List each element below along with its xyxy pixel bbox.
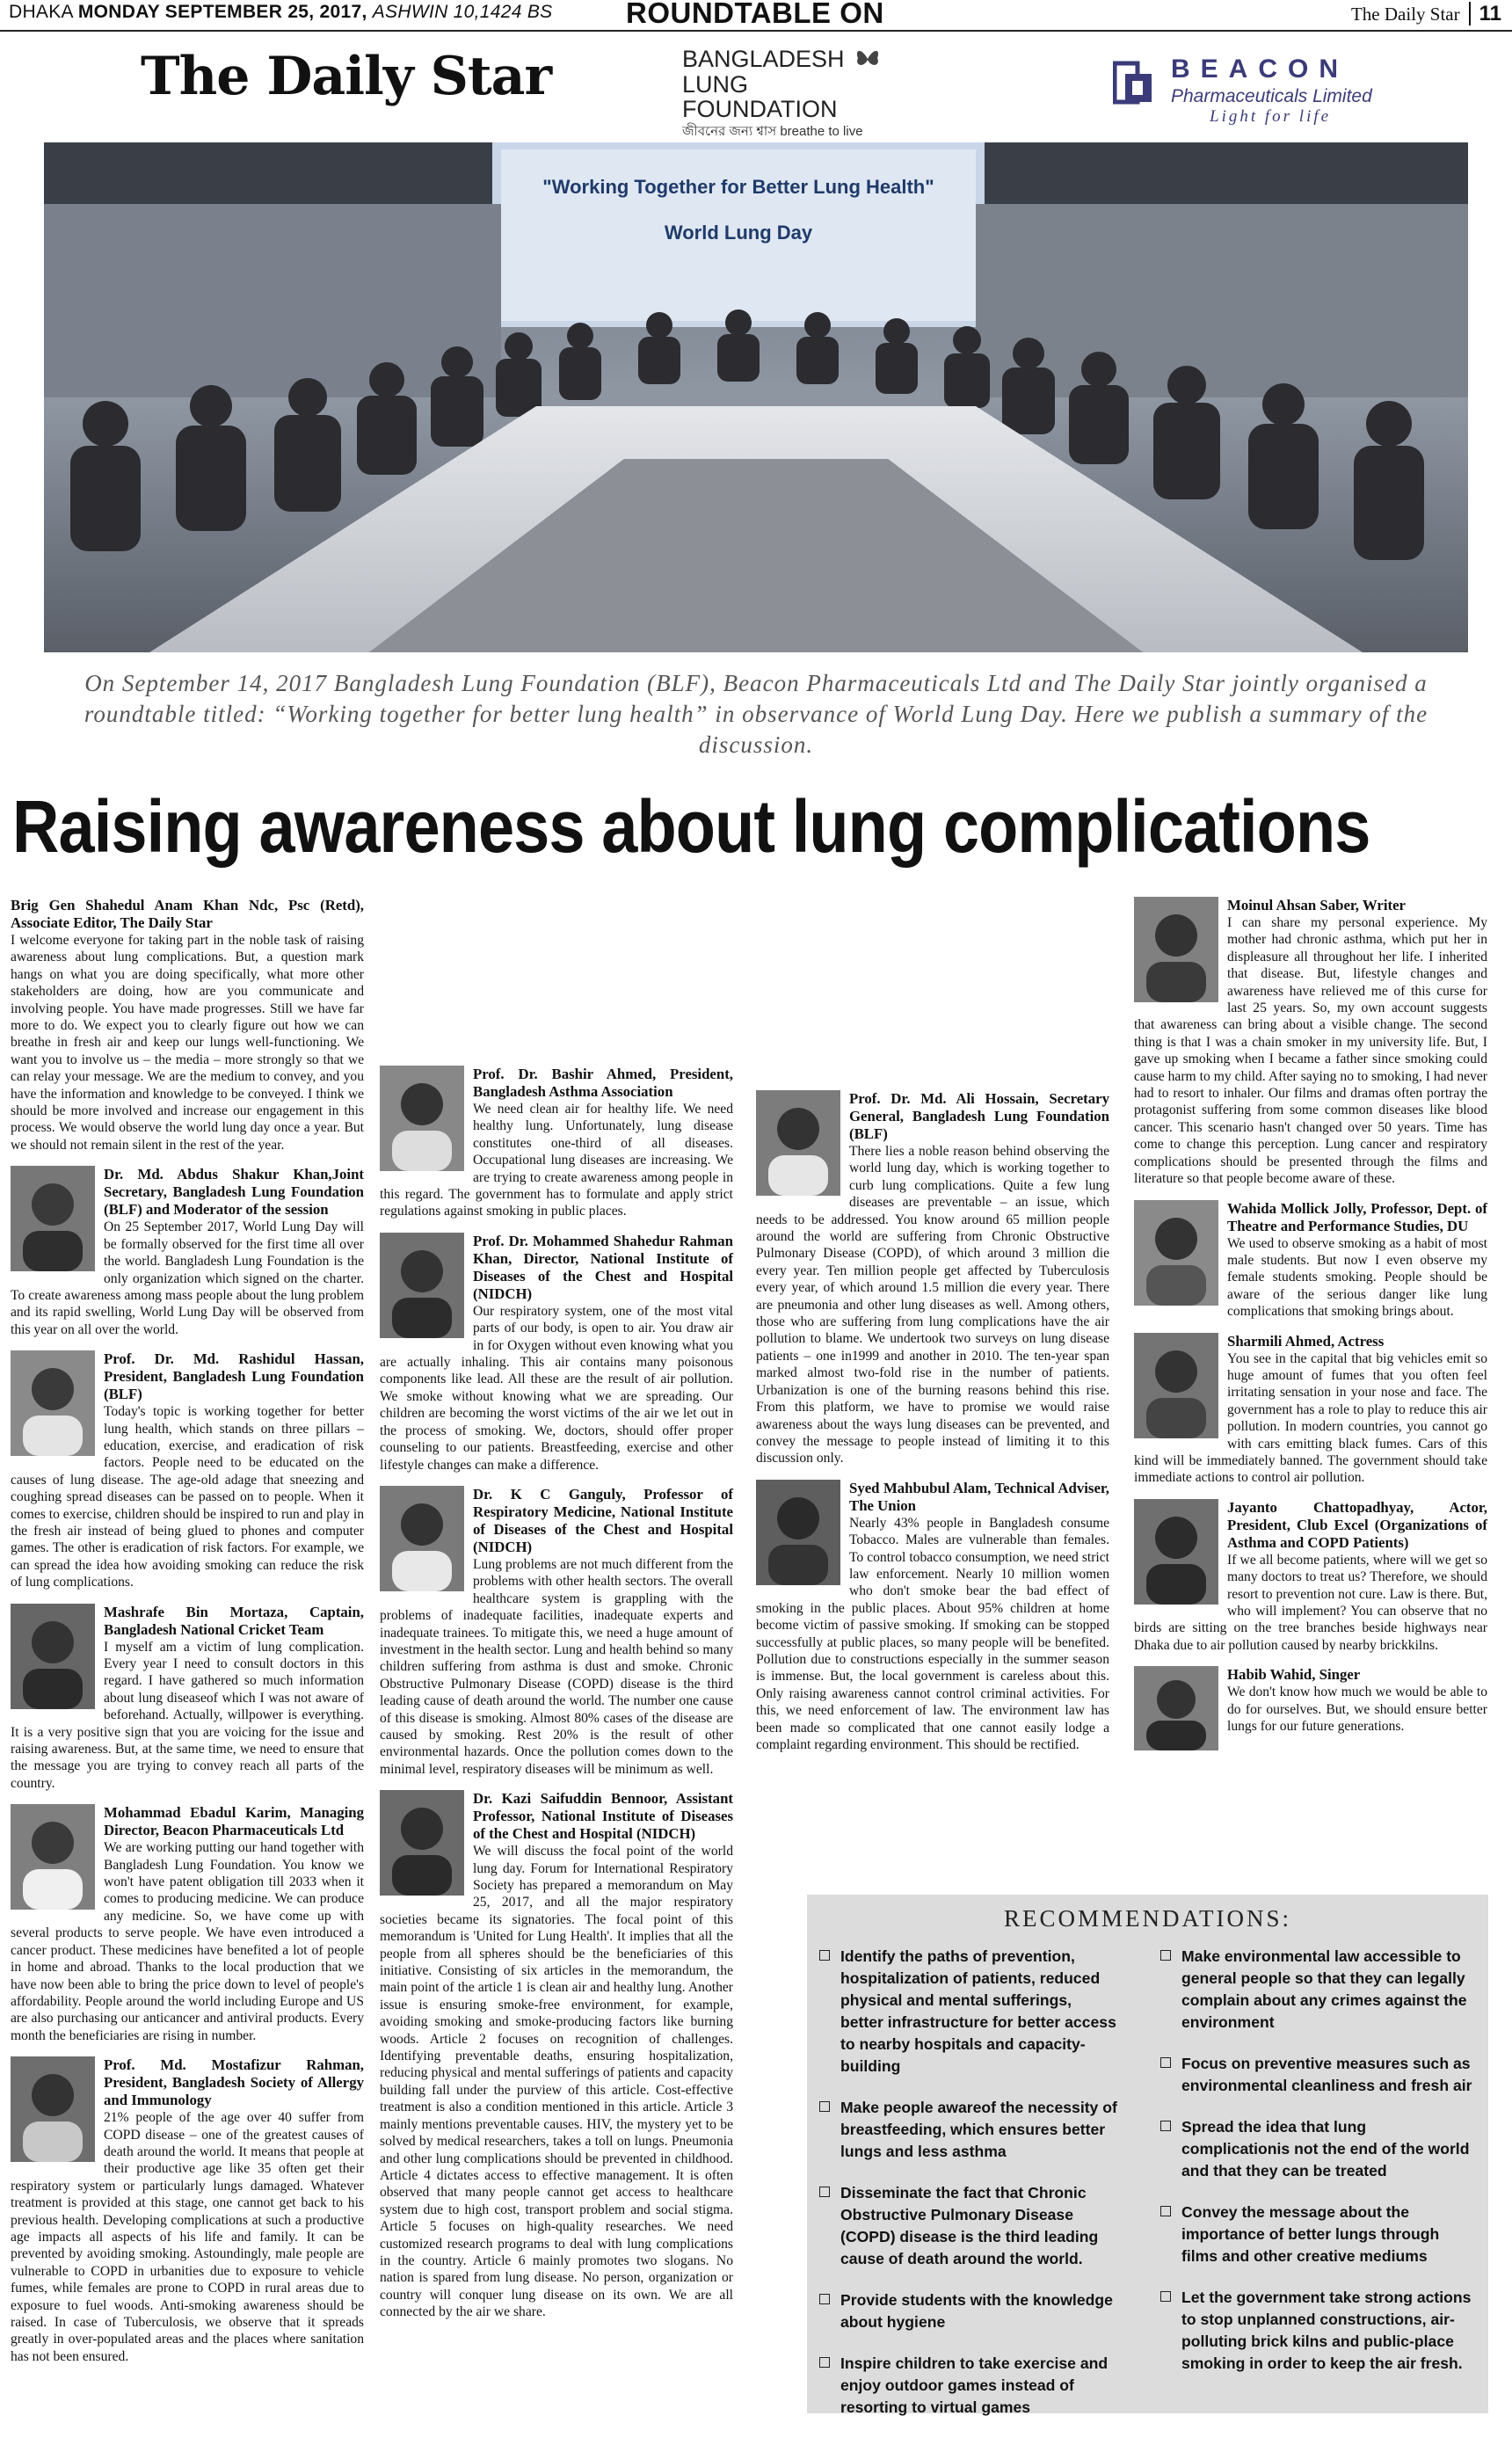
speaker-block [11,1166,364,1338]
speaker-name: Prof. Md. Mostafizur Rahman, President, Bangladesh Society of Allergy and Immunology [104,2056,364,2109]
speaker-block [1134,897,1487,1188]
speaker-portrait [11,2056,95,2162]
speaker-name: Prof. Dr. Md. Rashidul Hassan, President, Bangladesh Lung Foundation (BLF) [104,1350,364,1403]
speaker-name: Wahida Mollick Jolly, Professor, Dept. of Theatre and Performance Studies, DU [1227,1199,1487,1234]
column-4 [1134,897,1487,1754]
butterfly-icon [854,47,881,70]
column-3 [756,1090,1109,1753]
banner-subtitle: World Lung Day [664,222,813,244]
recommendation-item: Spread the idea that lung complicationis not the end of the world and that they can be treated [1160,2116,1477,2182]
recommendations-title: RECOMMENDATIONS: [1003,1905,1292,1932]
checkbox-icon [1160,2206,1171,2216]
folio-paper-name: The Daily Star [1350,4,1460,25]
speaker-text: I welcome everyone for taking part in the noble task of raising awareness about lung complications. But, a question mark hangs on what you are doing specifically, what more other stakeholders are doing, how are you communicate and involving people. You have made progresses. Still we have far more to do. We expect you to clearly figure out how we can breathe in fresh air and keep our lungs well-functioning. We want you to involve us – the media – more strongly so that we can relay your message. We are the medium to convey, and you have the information and knowledge to be conveyed. I think we should be more involved and increase our engagement in this process. We would observe the world lung day once a year. But we should not remain silent in the rest of the year. [11,933,364,1153]
speaker-portrait [11,1166,95,1271]
page-number: 11 [1469,2,1501,25]
beacon-name: BEACON [1171,55,1349,84]
speaker-name: Moinul Ahsan Saber, Writer [1227,897,1406,913]
speaker-name: Brig Gen Shahedul Anam Khan Ndc, Psc (Retd), Associate Editor, The Daily Star [11,897,364,931]
speaker-portrait [380,1790,464,1896]
speaker-name: Jayanto Chattopadhyay, Actor, President, Club Excel (Organizations of Asthma and COPD Patients) [1227,1498,1487,1551]
recommendation-item: Inspire children to take exercise and enjoy outdoor games instead of resorting to virtual games [819,2353,1118,2419]
checkbox-icon [1160,2057,1171,2068]
speaker-block [380,1233,733,1474]
blf-logo [682,46,893,139]
speaker-text: We will discuss the focal point of the world lung day. Forum for International Respiratory Society has prepared a memorandum on May 25, 2017, and all the major respiratory societies became its signatories. The focal point of this memorandum is 'United for Lung Health'. It implies that all the people from all spheres should be the beneficiaries of this initiative. Consisting of six articles in the memorandum, the main point of the article 1 is clean air and healthy lung. Another issue is ensuring smoke-free environment, for example, avoiding smoking and smoke-producing factors like burning woods. Article 2 focuses on recognition of challenges. Identifying preventable deaths, ensuring hospitalization, reducing physical and mental sufferings of patients and capacity building fall under the purview of this article. Cost-effective treatment is also a condition mentioned in this article. Article 3 mainly mentions preventable causes. HIV, the mystery yet to be solved by medical researchers, takes a toll on lungs. Pneumonia and other lung complications should be prevented in childhood. Article 4 dictates access to effective management. It is often observed that many people cannot get access to healthcare system due to high cost, transport problem and social stigma. Article 5 focuses on high-quality researches. We need customized research programs to deal with lung complications in the country. Article 6 mainly promotes two slogans. No nation is spared from lung disease. No person, organization or country will conquer lung disease on its own. We are all connected by the air we share. [380,1844,733,2320]
speaker-portrait [11,1604,95,1709]
speaker-text: Nearly 43% people in Bangladesh consume Tobacco. Males are vulnerable than females. To control tobacco consumption, we need strict law enforcement. Nearly 10 million women who don't smoke bear the bad effect of smoking in the public places. About 95% children at home become victim of passive smoking. If smoking can be stopped successfully at public places, so many people will be benefited. Pollution due to constructions especially in the summer season is immense. But, the local government is careless about this. Only raising awareness cannot control criminal activities. For this, we need enforcement of law. The environment law has been made so complicated that one cannot easily lodge a complaint regarding environment. This should be rectified. [756,1515,1109,1752]
speaker-block [11,1804,364,2044]
checkbox-icon [819,2187,830,2197]
recommendation-item: Make environmental law accessible to general people so that they can legally complain about any crimes against the environment [1160,1946,1477,2034]
speaker-portrait [756,1090,840,1196]
recommendation-item: Let the government take strong actions to stop unplanned constructions, air-polluting brick kilns and public-place smoking in order to keep the air fresh. [1160,2287,1477,2375]
speaker-text: I can share my personal experience. My mother had chronic asthma, which put her in displeasure all throughout her life. I inherited that disease. But, lifestyle changes and awareness have relieved me of this curse for last 25 years. So, my own account suggests that awareness can bring about a visible change. The second thing is that I was a chain smoker in my university life. But, I gave up smoking when I became a father since smoking could cause harm to my child. After saying no to smoking, I had never had to resort to inhaler. Our films and dramas often portray the protagonist suffering from some common diseases like blood cancer. This scenario hasn't changed over 50 years. Time has come to change this perception. Lung cancer and respiratory complications should be presented through the films and literature so that people become aware of these. [1134,915,1487,1187]
speaker-name: Prof. Dr. Bashir Ahmed, President, Bangladesh Asthma Association [473,1066,733,1100]
section-title: ROUNDTABLE ON [626,0,884,29]
speaker-text: Today's topic is working together for better lung health, which stands on three pillars – education, exercise, and eradication of risk factors. People need to be educated on the causes of lung disease. The age-old adage that sneezing and coughing spread diseases can be passed on to people. When it comes to exercise, children should be inspired to run and play in the fresh air instead of being glued to phones and computer games. The other is eradication of risk factors. For example, we can spread the idea how avoiding smoking can reduce the risk of lung complications. [11,1404,364,1590]
speaker-portrait [1134,1200,1218,1306]
speaker-block [11,897,364,1154]
speaker-text: We don't know how much we would be able to do for ourselves. But, we should ensure better lungs for our future generations. [1227,1685,1487,1735]
speaker-text: Our respiratory system, one of the most vital parts of our body, is open to air. You draw air in for Oxygen without even knowing what you are actually inhaling. This air contains many poisonous components like lead. All these are the result of air pollution. We smoke without knowing what we are spreading. Our children are becoming the worst victims of the air we let out in the process of smoking. We, doctors, should offer proper counseling to our patients. Breastfeeding, exercise and other lifestyle changes can make a difference. [380,1303,733,1473]
speaker-text: On 25 September 2017, World Lung Day will be formally observed for the first time all over the world. Bangladesh Lung Foundation is the only organization which signed on the charter. To create awareness among mass people about the lung problem and its rapid swelling, World Lung Day will be observed from this year on all over the world. [11,1219,364,1337]
recommendation-item: Disseminate the fact that Chronic Obstructive Pulmonary Disease (COPD) disease is the third leading cause of death around the world. [819,2182,1118,2270]
beacon-sub: Pharmaceuticals Limited [1171,86,1372,106]
speaker-portrait [380,1486,464,1591]
speaker-name: Prof. Dr. Mohammed Shahedur Rahman Khan, Director, National Institute of Diseases of the Chest and Hospital (NIDCH) [473,1232,733,1302]
speaker-block [380,1066,733,1220]
checkbox-icon [819,2101,830,2112]
speaker-text: If we all become patients, where will we get so many doctors to treat us? Therefore, we should resort to prevention not cure. Law is there. But, who will implement? You can observe that no birds are sitting on the tree branches beside highways near Dhaka due to air pollution caused by nearby brickkilns. [1134,1552,1487,1653]
recommendation-item: Convey the message about the importance of better lungs through films and other creative mediums [1160,2201,1477,2267]
speaker-name: Habib Wahid, Singer [1227,1666,1361,1684]
beacon-mark-icon [1113,58,1160,106]
recommendation-item: Focus on preventive measures such as environmental cleanliness and fresh air [1160,2053,1477,2097]
speaker-portrait [1134,1499,1218,1605]
speaker-name: Sharmili Ahmed, Actress [1227,1332,1385,1350]
recommendations-box [807,1895,1488,2416]
speaker-block [380,1790,733,2320]
dateline-bs: ASHWIN 10,1424 BS [372,2,553,22]
checkbox-icon [819,2357,830,2368]
speaker-block [1134,1333,1487,1487]
speaker-text: We need clean air for healthy life. We need healthy lung. Unfortunately, lung disease constitutes one-third of all diseases. Occupational lung diseases are increasing. We are trying to create awareness among people in this regard. The government has to formulate and apply strict regulations against smoking in public places. [380,1102,733,1219]
speaker-portrait [1134,1333,1218,1438]
speaker-name: Dr. Kazi Saifuddin Bennoor, Assistant Professor, National Institute of Diseases of the Chest and Hospital (NIDCH) [473,1790,733,1843]
speaker-block [11,1604,364,1793]
speaker-portrait [1134,897,1218,1002]
checkbox-icon [1160,2291,1171,2302]
speaker-block [380,1486,733,1778]
page-headline: Raising awareness about lung complications [12,785,1370,868]
speaker-text: There lies a noble reason behind observing the world lung day, which is working together to curb lung complications. Quite a few lung diseases are preventable – an issue, which needs to be addressed. You know around 65 million people around the world are suffering from Chronic Obstructive Pulmonary Disease (COPD), of which around 3 million die every year. Ten million people get affected by Tuberculosis every year, of which around 1.5 million die every year. There are pneumonia and other lung diseases as well. Among others, those who are suffering from lung complications have the air pollution to blame. We undertook two surveys on lung disease patients – one in1999 and another in 2010. The ten-year span marked almost two-fold rise in the number of patients. Urbanization is one of the burning reasons behind this rise. From this platform, we have to promise we would raise awareness about the ways lung diseases can be prevented, and convey the message to people instead of limiting it to this discussion only. [756,1144,1109,1466]
speaker-block [756,1480,1109,1754]
speaker-name: Dr. K C Ganguly, Professor of Respiratory Medicine, National Institute of Diseases of the Chest and Hospital (NIDCH) [473,1485,733,1555]
dateline-city: DHAKA [9,2,73,22]
speaker-block [11,2056,364,2365]
beacon-tagline: Light for life [1210,107,1332,126]
speaker-text: You see in the capital that big vehicles emit so huge amount of fumes that you often feel irritating sensation in your nose and face. The government has a role to play to reduce this air pollution. In modern countries, you cannot go with cars emitting black fumes. Cars of this kind will be immediately banned. The government should take immediate actions to control air pollution. [1134,1350,1487,1486]
speaker-text: Lung problems are not much different from the problems with other health sectors. The overall healthcare system is grappling with the problems of inadequate facilities, inadequate experts and inadequate trainees. To mitigate this, we need a huge amount of investment in the health sector. Lung and health behind so many children suffering from asthma is dust and smoke. Chronic Obstructive Pulmonary Disease (COPD) disease is the third leading cause of death around the world. The number one cause of this disease is smoking. Almost 80% cases of the disease are caused by smoking. Rest 20% is the result of other environmental hazards. Once the pollution comes down to the minimal level, respiratory diseases will be minimum as well. [380,1556,733,1777]
column-1 [11,897,364,2365]
recommendation-item: Make people awareof the necessity of breastfeeding, which ensures better lungs and less asthma [819,2097,1118,2163]
page-folio [1351,2,1501,26]
checkbox-icon [1160,1950,1171,1961]
speaker-text: We used to observe smoking as a habit of most male students. But now I even observe my female students smoking. People should be aware of the serious danger like lung complications that smoking brings about. [1227,1235,1487,1320]
daily-star-logo: The Daily Star [141,46,552,107]
speaker-name: Prof. Dr. Md. Ali Hossain, Secretary General, Bangladesh Lung Foundation (BLF) [849,1090,1109,1142]
speaker-block [1134,1666,1487,1735]
dateline [9,2,552,23]
speaker-portrait [11,1350,95,1456]
speaker-block [1134,1200,1487,1321]
speaker-portrait [756,1480,840,1585]
speaker-text: 21% people of the age over 40 suffer from COPD disease – one of the greatest causes of death around the world. It means that people at their productive age like 35 often get their respiratory system or particularly lungs damaged. Whatever treatment is provided at this stage, one cannot get back to his previous health. Developing complications at such a productive age impacts all aspects of his life and family. It can be prevented by avoiding smoking. Astoundingly, male people are vulnerable to COPD in urbanities due to exposure to vehicle fumes, while females are prone to COPD in rural areas due to exposure to fuel woods. Anti-smoking awareness should be raised. In case of Tuberculosis, we observe that it spreads greatly in over-populated areas and the places where sanitation has not been ensured. [11,2110,364,2364]
speaker-block [1134,1499,1487,1654]
column-2 [380,1066,733,2321]
recommendation-item: Provide students with the knowledge about hygiene [819,2289,1118,2333]
photo-caption: On September 14, 2017 Bangladesh Lung Foundation (BLF), Beacon Pharmaceuticals Ltd and The Daily Star jointly organised a roundtable titled: “Working together for better lung health” in observance of World Lung Day. Here we publish a summary of the discussion. [84,670,1428,758]
speaker-portrait [380,1233,464,1338]
banner-title: "Working Together for Better Lung Health" [542,176,934,198]
roundtable-photo-graphic [44,142,1468,652]
checkbox-icon [819,1950,830,1961]
roundtable-photo [44,142,1468,652]
speaker-name: Mohammad Ebadul Karim, Managing Director, Beacon Pharmaceuticals Ltd [104,1804,364,1839]
recommendation-item: Identify the paths of prevention, hospitalization of patients, reduced physical and mental sufferings, better infrastructure for better access to nearby hospitals and capacity-building [819,1946,1118,2078]
speaker-name: Syed Mahbubul Alam, Technical Adviser, The Union [849,1479,1109,1514]
blf-tagline: জীবনের জন্য শ্বাস breathe to live [682,124,863,139]
recommendations-left-column [819,1946,1118,2438]
checkbox-icon [819,2294,830,2304]
beacon-logo [1113,55,1377,125]
speaker-text: I myself am a victim of lung complication. Every year I need to consult doctors in this regard. I have gathered so much information about lung diseaseof which I was not aware of beforehand. Actually, willpower is everything. It is a very positive sign that you are voicing for the issue and raising awareness. But, at the same time, we need to ensure that the message you are trying to convey reach all parts of the country. [11,1639,364,1791]
checkbox-icon [1160,2121,1171,2131]
speaker-block [756,1090,1109,1467]
blf-logo-line1: BANGLADESH [682,46,893,72]
dateline-date: MONDAY SEPTEMBER 25, 2017, [77,2,367,22]
speaker-block [11,1350,364,1590]
speaker-name: Mashrafe Bin Mortaza, Captain, Bangladesh National Cricket Team [104,1603,364,1638]
speaker-text: We are working putting our hand together with Bangladesh Lung Foundation. You know we won't have patent obligation till 2033 when it comes to producing medicine. We can produce any medicine. So, we have come up with several products to serve people. We have even introduced a cancer product. These medicines have benefited a lot of people in home and abroad. Thanks to the local production that we have now been able to bring the price down to level of people's affordability. People around the world including Europe and US are also purchasing our anticancer and antiviral products. Every month the beneficiaries are rising in number. [11,1840,364,2043]
speaker-portrait [380,1066,464,1171]
recommendations-right-column [1160,1946,1477,2394]
speaker-portrait [1134,1666,1218,1750]
blf-logo-line2: LUNG FOUNDATION [682,71,838,122]
speaker-portrait [11,1804,95,1910]
speaker-name: Dr. Md. Abdus Shakur Khan,Joint Secretary, Bangladesh Lung Foundation (BLF) and Moderator of the session [104,1166,364,1219]
